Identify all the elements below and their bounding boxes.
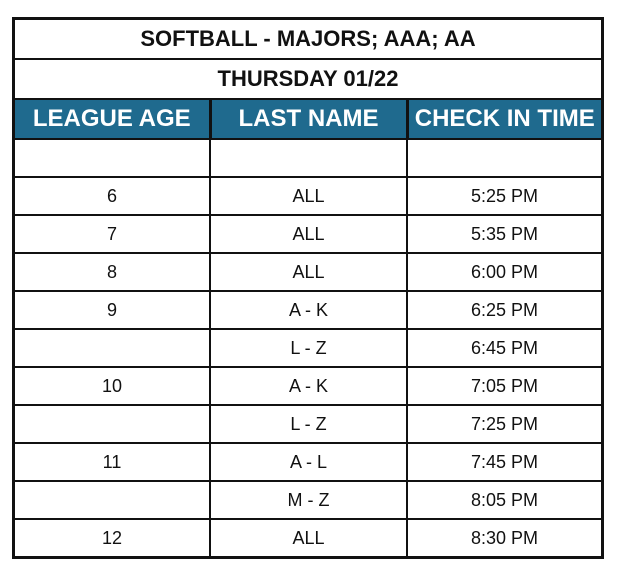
table-row <box>15 139 601 177</box>
check-in-time-cell: 8:05 PM <box>407 481 601 519</box>
check-in-time-cell: 8:30 PM <box>407 519 601 556</box>
league-age-cell: 9 <box>15 291 210 329</box>
league-age-cell <box>15 405 210 443</box>
league-age-cell <box>15 329 210 367</box>
league-age-cell <box>15 139 210 177</box>
league-age-cell: 6 <box>15 177 210 215</box>
league-age-cell: 12 <box>15 519 210 556</box>
last-name-cell: L - Z <box>210 329 407 367</box>
last-name-cell: ALL <box>210 253 407 291</box>
table-header-row <box>15 100 601 139</box>
league-age-cell: 10 <box>15 367 210 405</box>
last-name-cell: ALL <box>210 519 407 556</box>
check-in-time-cell: 6:45 PM <box>407 329 601 367</box>
last-name-cell: ALL <box>210 215 407 253</box>
schedule-sheet <box>12 17 604 559</box>
table-row <box>15 367 601 405</box>
check-in-time-cell: 6:00 PM <box>407 253 601 291</box>
check-in-time-cell: 5:35 PM <box>407 215 601 253</box>
check-in-time-cell <box>407 139 601 177</box>
table-row <box>15 519 601 556</box>
checkin-table <box>15 100 601 556</box>
column-header-league-age: LEAGUE AGE <box>15 100 210 139</box>
table-row <box>15 329 601 367</box>
last-name-cell <box>210 139 407 177</box>
schedule-date: THURSDAY 01/22 <box>15 60 601 100</box>
column-header-last-name: LAST NAME <box>210 100 407 139</box>
last-name-cell: A - L <box>210 443 407 481</box>
last-name-cell: A - K <box>210 291 407 329</box>
league-age-cell <box>15 481 210 519</box>
column-header-check-in-time: CHECK IN TIME <box>407 100 601 139</box>
check-in-time-cell: 5:25 PM <box>407 177 601 215</box>
check-in-time-cell: 6:25 PM <box>407 291 601 329</box>
last-name-cell: L - Z <box>210 405 407 443</box>
last-name-cell: ALL <box>210 177 407 215</box>
check-in-time-cell: 7:25 PM <box>407 405 601 443</box>
last-name-cell: M - Z <box>210 481 407 519</box>
last-name-cell: A - K <box>210 367 407 405</box>
table-row <box>15 177 601 215</box>
table-row <box>15 481 601 519</box>
check-in-time-cell: 7:45 PM <box>407 443 601 481</box>
table-row <box>15 215 601 253</box>
schedule-title: SOFTBALL - MAJORS; AAA; AA <box>15 20 601 60</box>
league-age-cell: 8 <box>15 253 210 291</box>
table-row <box>15 291 601 329</box>
table-row <box>15 443 601 481</box>
league-age-cell: 11 <box>15 443 210 481</box>
table-row <box>15 253 601 291</box>
league-age-cell: 7 <box>15 215 210 253</box>
table-row <box>15 405 601 443</box>
check-in-time-cell: 7:05 PM <box>407 367 601 405</box>
